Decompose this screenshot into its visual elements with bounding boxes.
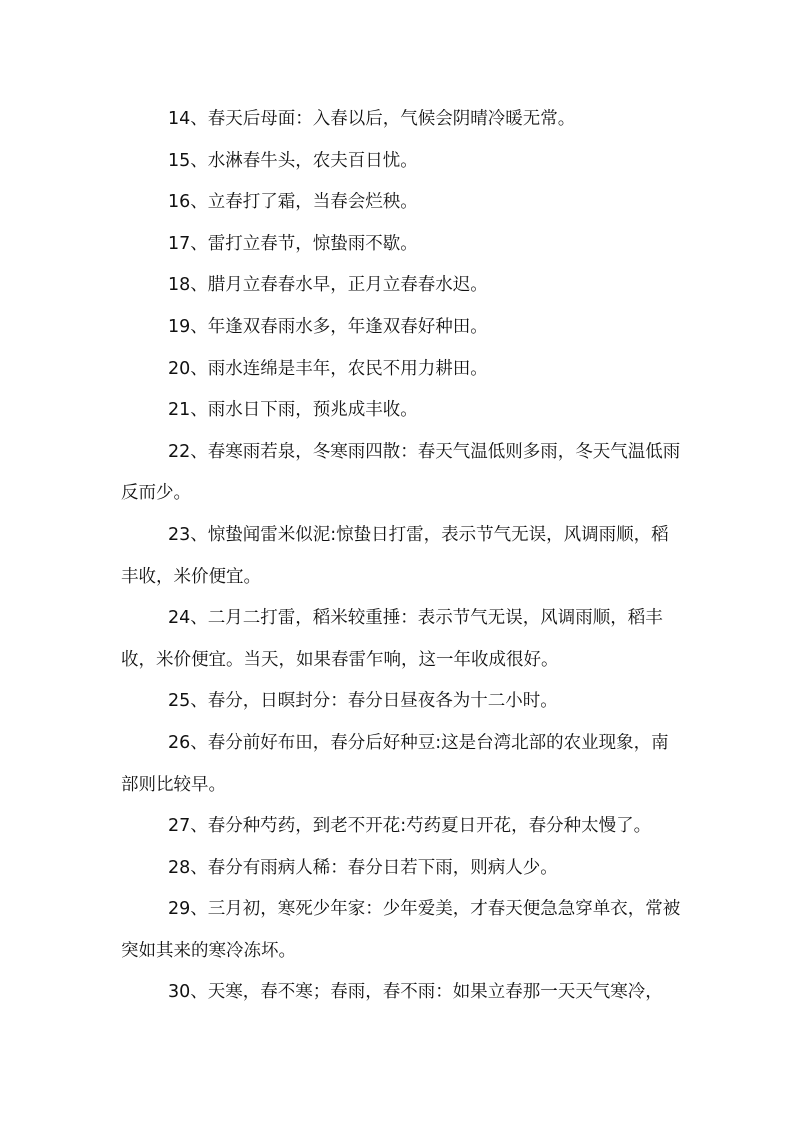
paragraph-17: 17、雷打立春节，惊蛰雨不歇。 xyxy=(168,233,418,254)
paragraph-28: 28、春分有雨病人稀：春分日若下雨，则病人少。 xyxy=(168,857,558,878)
paragraph-16: 16、立春打了霜，当春会烂秧。 xyxy=(168,192,418,213)
paragraph-18: 18、腊月立春春水早，正月立春春水迟。 xyxy=(168,275,488,296)
paragraph-23: 23、惊蛰闻雷米似泥:惊蛰日打雷，表示节气无误，风调雨顺，稻丰收，米价便宜。 xyxy=(121,524,669,587)
paragraph-24: 24、二月二打雷，稻米较重捶：表示节气无误，风调雨顺，稻丰收，米价便宜。当天，如果春雷乍响，这一年收成很好。 xyxy=(121,608,663,670)
paragraph-20: 20、雨水连绵是丰年，农民不用力耕田。 xyxy=(168,358,488,379)
paragraph-19: 19、年逢双春雨水多，年逢双春好种田。 xyxy=(168,316,488,337)
paragraph-14: 14、春天后母面：入春以后，气候会阴晴冷暖无常。 xyxy=(168,109,576,129)
paragraph-26: 26、春分前好布田，春分后好种豆:这是台湾北部的农业现象，南部则比较早。 xyxy=(121,732,669,795)
document-body xyxy=(121,99,681,1014)
paragraph-15: 15、水淋春牛头，农夫百日忧。 xyxy=(168,150,418,171)
paragraph-22: 22、春寒雨若泉，冬寒雨四散：春天气温低则多雨，冬天气温低雨反而少。 xyxy=(121,441,681,504)
paragraph-29: 29、三月初，寒死少年家：少年爱美，才春天便急急穿单衣，常被突如其来的寒冷冻坏。 xyxy=(121,899,681,961)
paragraph-21: 21、雨水日下雨，预兆成丰收。 xyxy=(168,400,418,421)
paragraph-27: 27、春分种芍药，到老不开花:芍药夏日开花，春分种太慢了。 xyxy=(168,816,652,837)
paragraph-25: 25、春分，日暝封分：春分日昼夜各为十二小时。 xyxy=(168,691,558,712)
paragraph-30: 30、天寒，春不寒；春雨，春不雨：如果立春那一天天气寒冷， xyxy=(168,982,663,1003)
